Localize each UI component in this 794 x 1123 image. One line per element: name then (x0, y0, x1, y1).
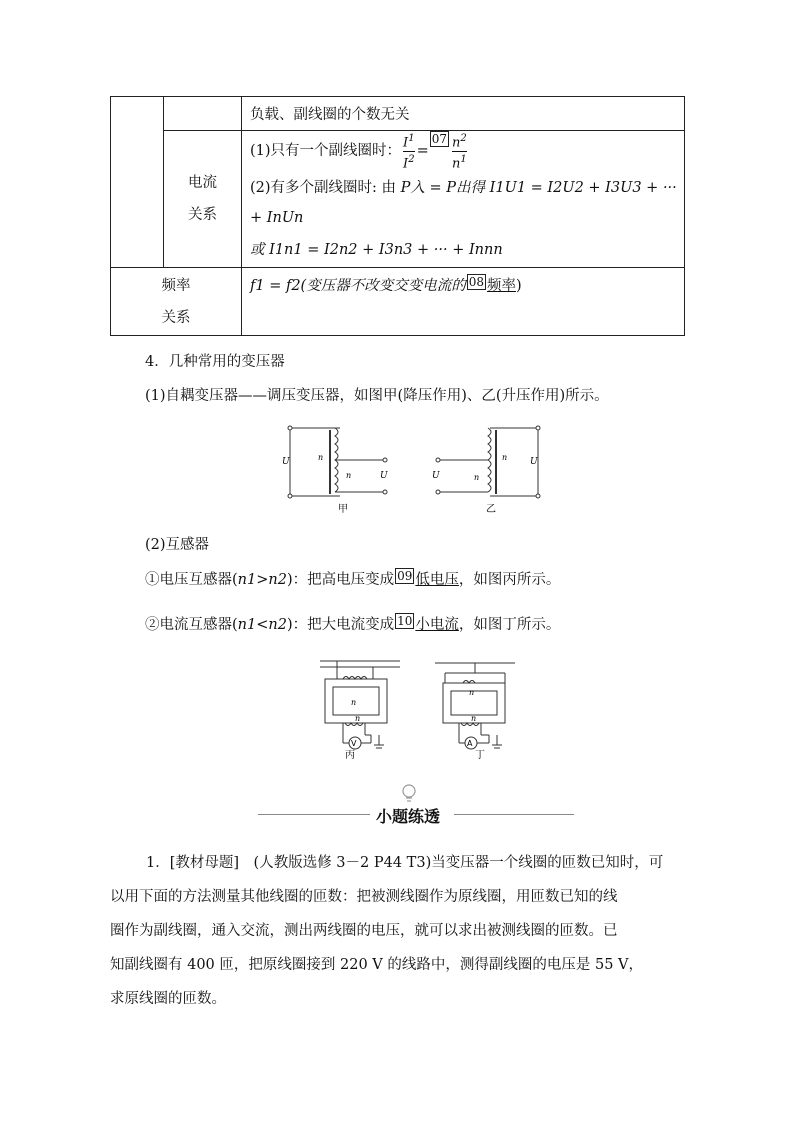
label-u2-b: U (530, 457, 538, 467)
voltage-answer: 低电压 (415, 572, 459, 588)
current-label-line1: 电流 (188, 175, 217, 191)
frequency-label-line1: 频率 (161, 277, 191, 294)
label-n1-d: n (469, 688, 475, 697)
table-row-text: 负载、副线圈的个数无关 (242, 97, 685, 131)
label-u1-b: U (432, 471, 440, 481)
autotransformer-text: (1)自耦变压器——调压变压器，如图甲(降压作用)、乙(升压作用)所示。 (145, 388, 609, 404)
voltmeter-icon: V (351, 739, 357, 748)
current-label (164, 131, 242, 268)
current-line2-prefix: (2)有多个副线圈时: 由 (250, 180, 401, 196)
frac-i-top-sup: 1 (408, 133, 415, 145)
divider-left (258, 814, 370, 815)
diagram-yi (436, 426, 540, 498)
frequency-text-prefix: f1 = f2(变压器不改变交变电流的 (250, 278, 466, 294)
current-line1-prefix: (1)只有一个副线圈时： (250, 143, 402, 159)
label-u2-a: U (380, 471, 388, 481)
label-u1-a: U (282, 457, 290, 467)
current-transformer-line (145, 613, 560, 637)
frac-i-bottom: I (403, 155, 409, 171)
current-mid: )：把大电流变成 (286, 617, 395, 633)
current-line1 (250, 131, 684, 173)
label-n2-a: n (346, 471, 352, 480)
fraction-i (403, 131, 415, 171)
frac-i-top: I (403, 135, 409, 151)
frac-n-top-sup: 2 (460, 133, 467, 145)
question-line: 圈作为副线圈，通入交流，测出两线圈的电压，就可以求出被测线圈的匝数。已 (110, 923, 618, 939)
question-1 (110, 846, 685, 1016)
label-n1-c: n (351, 698, 357, 707)
mutual-inductor-diagram (315, 655, 515, 760)
answer-number-box: 07 (431, 132, 447, 146)
answer-number-box: 10 (397, 614, 413, 628)
frac-n-top: n (452, 135, 461, 151)
equals-sign: = (416, 143, 429, 159)
label-n2-d: n (471, 714, 477, 723)
voltage-condition: n1>n2 (237, 572, 287, 588)
voltage-mid: )：把高电压变成 (286, 572, 395, 588)
fraction-n (452, 131, 467, 171)
answer-number-box: 09 (397, 569, 413, 583)
question-line: 以用下面的方法测量其他线圈的匝数：把被测线圈作为原线圈，用匝数已知的线 (110, 889, 618, 905)
voltage-prefix: ①电压互感器( (145, 572, 238, 588)
fig-label-yi: 乙 (486, 504, 496, 515)
current-label-line2: 关系 (188, 207, 217, 223)
voltage-suffix: ，如图丙所示。 (458, 572, 561, 588)
fig-label-jia: 甲 (338, 504, 348, 515)
table-merged-cell (111, 97, 164, 268)
frequency-label-line2: 关系 (161, 309, 191, 326)
divider-right (454, 814, 574, 815)
fig-label-ding: 丁 (475, 750, 485, 760)
current-prefix: ②电流互感器( (145, 617, 238, 633)
question-line: 知副线圈有 400 匝，把原线圈接到 220 V 的线路中，测得副线圈的电压是 55 V， (110, 957, 644, 973)
diagram-ding (435, 663, 515, 749)
current-answer: 小电流 (415, 617, 459, 633)
frequency-text-suffix: ) (516, 278, 522, 294)
table-empty-cell (164, 97, 242, 131)
question-line: 求原线圈的匝数。 (110, 991, 226, 1007)
current-suffix: ，如图丁所示。 (458, 617, 561, 633)
voltage-transformer-line (145, 568, 560, 592)
frac-n-bottom: n (452, 155, 461, 171)
frequency-label (111, 268, 242, 336)
answer-number-box: 08 (468, 275, 484, 289)
physics-table (110, 96, 685, 336)
frequency-answer: 频率 (487, 278, 516, 294)
current-line3 (250, 233, 684, 267)
fig-label-bing: 丙 (345, 750, 355, 760)
diagram-bing (320, 661, 400, 749)
label-n2-b: n (502, 453, 508, 462)
frequency-relation-cell (242, 268, 685, 336)
current-relation-cell (242, 131, 685, 268)
frac-n-bottom-sup: 1 (460, 153, 467, 165)
label-n1-b: n (474, 473, 480, 482)
autotransformer-diagram (280, 420, 550, 515)
frac-i-bottom-sup: 2 (408, 153, 415, 165)
mutual-inductor-heading: (2)互感器 (145, 537, 210, 553)
current-condition: n1<n2 (237, 617, 287, 633)
current-line2-formula: P入 = P出得 I1U1 = I2U2 + I3U3 + ··· + InUn (250, 180, 677, 226)
lightbulb-icon (400, 783, 418, 803)
practice-title: 小题练透 (376, 807, 441, 826)
diagram-jia (288, 426, 387, 498)
label-n1-a: n (318, 453, 324, 462)
current-line3-formula: 或 I1n1 = I2n2 + I3n3 + ··· + Innn (250, 242, 503, 258)
label-n2-c: n (355, 714, 361, 723)
current-line2 (250, 173, 684, 233)
ammeter-icon: A (467, 739, 473, 748)
question-line: 1．[教材母题] (人教版选修 3－2 P44 T3)当变压器一个线圈的匝数已知时，可 (146, 855, 664, 871)
section-heading: 4．几种常用的变压器 (145, 354, 285, 370)
